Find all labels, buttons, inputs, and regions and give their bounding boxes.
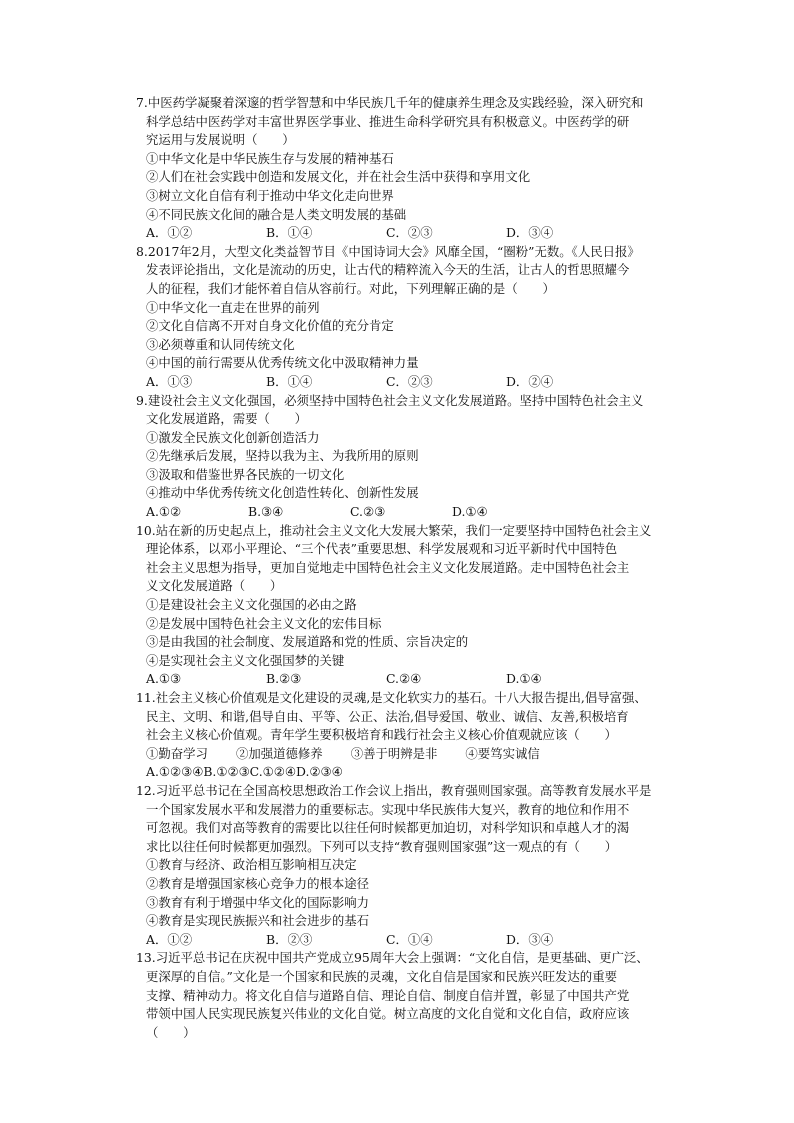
question-stem-line: 7.中医药学凝聚着深邃的哲学智慧和中华民族几千年的健康养生理念及实践经验，深入研究和 [136, 95, 644, 110]
statement-item: ①是建设社会主义文化强国的必由之路 [146, 597, 357, 613]
statement-item: ③必须尊重和认同传统文化 [146, 336, 295, 352]
option-b: B．①④ [266, 225, 313, 241]
question-stem-line: 文化发展道路，需要（ ） [146, 411, 308, 427]
option-c: C.②③ [350, 504, 386, 520]
question-stem-line: （ ） [146, 1024, 196, 1040]
option-a: A．①② [146, 225, 193, 241]
option-d: D．③④ [506, 931, 554, 947]
option-d: D．②④ [506, 373, 554, 389]
option-c: C.②④ [386, 671, 422, 687]
option-a: A．①② [146, 931, 193, 947]
question-stem-line: 社会主义思想为指导，更加自觉地走中国特色社会主义文化发展道路。走中国特色社会主 [146, 559, 630, 575]
question-stem-line: 究运用与发展说明（ ） [146, 132, 295, 148]
question-stem-line: 13.习近平总书记在庆祝中国共产党成立95周年大会上强调：“文化自信，是更基础、更广泛、 [136, 950, 649, 966]
question-stem-line: 8.2017年2月，大型文化类益智节目《中国诗词大会》风靡全国，“圈粉”无数。《人民日报》 [136, 243, 640, 259]
question-10 [136, 522, 706, 689]
statement-item: ②教育是增强国家核心竞争力的根本途径 [146, 875, 370, 891]
question-7 [136, 94, 706, 243]
statement-item: ③是由我国的社会制度、发展道路和党的性质、宗旨决定的 [146, 634, 469, 650]
option-b: B.②③ [266, 671, 302, 687]
statement-item: ④中国的前行需要从优秀传统文化中汲取精神力量 [146, 355, 419, 371]
answer-options: A.①②③④B.①②③C.①②④D.②③④ [146, 764, 343, 780]
question-stem-line: 求比以往任何时候都更加强烈。下列可以支持“教育强则国家强”这一观点的有（ ） [146, 838, 618, 854]
question-stem-line: 可忽视。我们对高等教育的需要比以往任何时候都更加迫切，对科学知识和卓越人才的渴 [146, 820, 630, 836]
statement-item: ④推动中华优秀传统文化创造性转化、创新性发展 [146, 485, 419, 501]
exam-page [136, 94, 706, 1042]
option-a: A.①③ [146, 671, 182, 687]
answer-options [146, 373, 706, 392]
question-9 [136, 392, 706, 522]
question-stem-line: 更深厚的自信。”文化是一个国家和民族的灵魂，文化自信是国家和民族兴旺发达的重要 [146, 968, 617, 984]
option-d: D.①④ [452, 504, 488, 520]
option-c: C．①④ [386, 931, 433, 947]
statement-item: ④教育是实现民族振兴和社会进步的基石 [146, 913, 370, 929]
question-8 [136, 243, 706, 392]
question-stem-line: 10.站在新的历史起点上，推动社会主义文化大发展大繁荣，我们一定要坚持中国特色社会主义 [136, 522, 652, 538]
option-d: D.①④ [506, 671, 542, 687]
question-stem-line: 支撑、精神动力。将文化自信与道路自信、理论自信、制度自信并置，彰显了中国共产党 [146, 987, 630, 1003]
statement-item: ③树立文化自信有利于推动中华文化走向世界 [146, 187, 394, 203]
statement-item: ④不同民族文化间的融合是人类文明发展的基础 [146, 206, 407, 222]
answer-options [146, 670, 706, 689]
statement-item: ②先继承后发展，坚持以我为主、为我所用的原则 [146, 448, 419, 464]
option-b: B．①④ [266, 373, 313, 389]
question-stem-line: 社会主义核心价值观。青年学生要积极培育和践行社会主义核心价值观就应该（ ） [146, 727, 617, 743]
statement-item: ①激发全民族文化创新创造活力 [146, 429, 320, 445]
question-stem-line: 12.习近平总书记在全国高校思想政治工作会议上指出，教育强则国家强。高等教育发展水平是 [136, 782, 652, 798]
statement-item: ①中华文化一直走在世界的前列 [146, 299, 320, 315]
question-stem-line: 理论体系，以邓小平理论、“三个代表”重要思想、科学发展观和习近平新时代中国特色 [146, 541, 618, 557]
option-c: C．②③ [386, 373, 433, 389]
question-stem-line: 9.建设社会主义文化强国，必须坚持中国特色社会主义文化发展道路。坚持中国特色社会主义 [136, 392, 644, 408]
statement-item: ③汲取和借鉴世界各民族的一切文化 [146, 466, 345, 482]
option-a: A．①③ [146, 373, 193, 389]
statement-item: ④是实现社会主义文化强国梦的关键 [146, 652, 345, 668]
statement-item: ②人们在社会实践中创造和发展文化，并在社会生活中获得和享用文化 [146, 169, 531, 185]
question-11 [136, 689, 706, 782]
statement-item: ②是发展中国特色社会主义文化的宏伟目标 [146, 615, 382, 631]
question-stem-line: 发表评论指出，文化是流动的历史，让古代的精粹流入今天的生活，让古人的哲思照耀今 [146, 262, 630, 278]
statement-item: ②文化自信离不开对自身文化价值的充分肯定 [146, 318, 394, 334]
answer-options [146, 931, 706, 950]
statement-item: ②加强道德修养 [235, 745, 323, 761]
question-stem-line: 科学总结中医药学对丰富世界医学事业、推进生命科学研究具有积极意义。中医药学的研 [146, 113, 630, 129]
answer-options [146, 224, 706, 243]
option-c: C．②③ [386, 225, 433, 241]
statement-item: ③教育有利于增强中华文化的国际影响力 [146, 894, 370, 910]
question-stem-line: 11.社会主义核心价值观是文化建设的灵魂,是文化软实力的基石。十八大报告提出,倡导富强、 [136, 690, 647, 705]
question-stem-line: 人的征程，我们才能怀着自信从容前行。对此，下列理解正确的是（ ） [146, 280, 555, 296]
statement-item: ①勤奋学习 [146, 745, 208, 761]
statement-item: ④要笃实诚信 [465, 745, 540, 761]
question-stem-line: 一个国家发展水平和发展潜力的重要标志。实现中华民族伟大复兴，教育的地位和作用不 [146, 801, 630, 817]
statement-items-row [146, 745, 706, 764]
option-a: A.①② [146, 504, 182, 520]
question-12 [136, 782, 706, 949]
answer-options [146, 503, 706, 522]
statement-item: ③善于明辨是非 [350, 745, 438, 761]
option-b: B．②③ [266, 931, 313, 947]
question-stem-line: 义文化发展道路（ ） [146, 578, 283, 594]
statement-item: ①中华文化是中华民族生存与发展的精神基石 [146, 150, 394, 166]
question-stem-line: 带领中国人民实现民族复兴伟业的文化自觉。树立高度的文化自觉和文化自信，政府应该 [146, 1006, 630, 1022]
option-d: D．③④ [506, 225, 554, 241]
option-b: B.③④ [248, 504, 284, 520]
question-stem-line: 民主、文明、和谐,倡导自由、平等、公正、法治,倡导爱国、敬业、诚信、友善,积极培育 [146, 708, 629, 724]
question-13 [136, 949, 706, 1042]
statement-item: ①教育与经济、政治相互影响相互决定 [146, 857, 357, 873]
